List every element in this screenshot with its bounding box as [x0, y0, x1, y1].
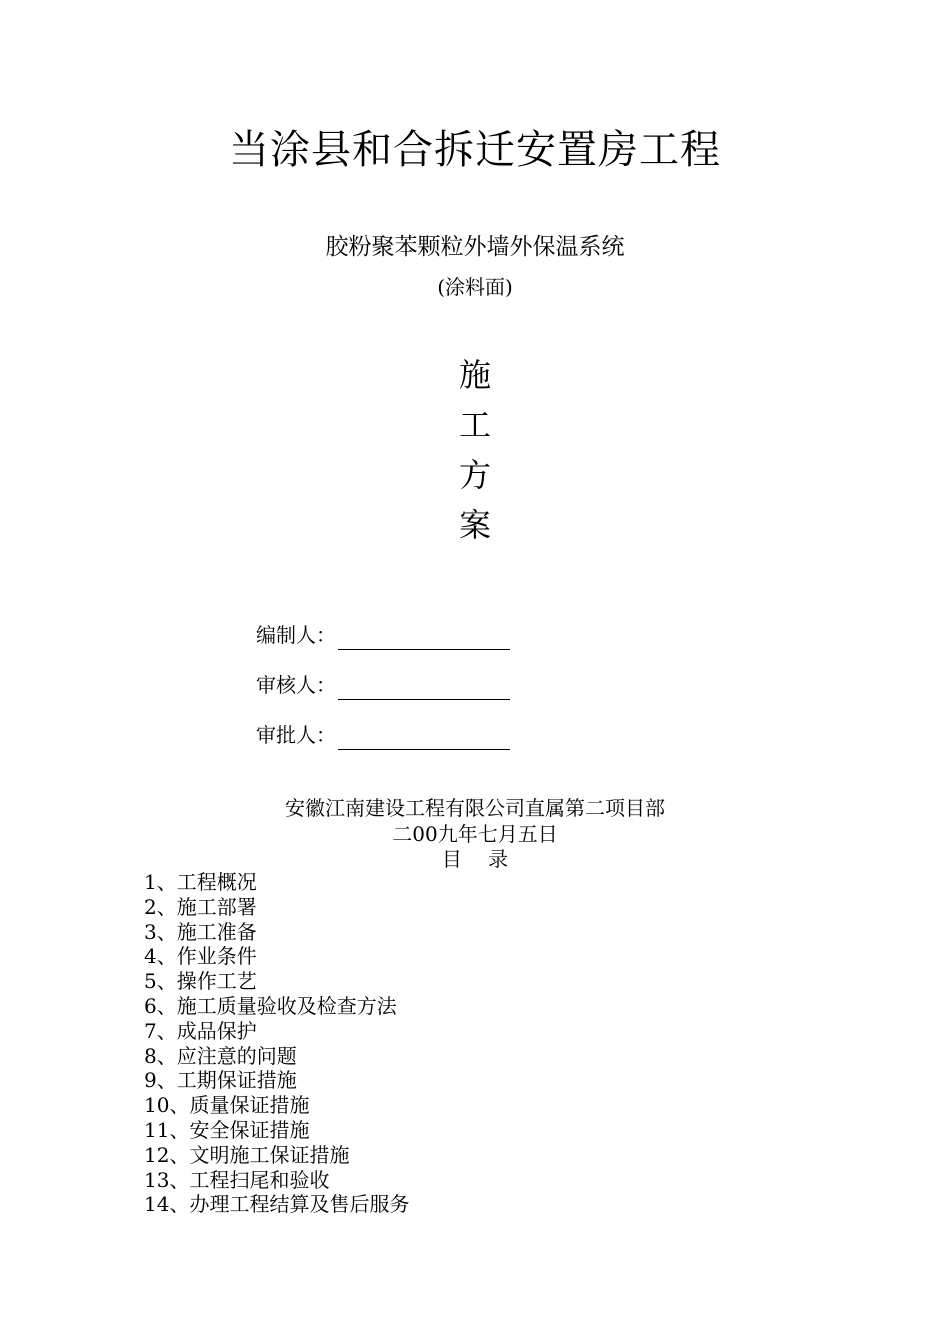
signature-line	[338, 675, 510, 700]
toc-item: 3、施工准备	[144, 919, 257, 944]
toc-item: 11、安全保证措施	[144, 1117, 310, 1142]
toc-item: 14、办理工程结算及售后服务	[144, 1192, 410, 1217]
vertical-title-char: 方	[458, 456, 491, 494]
signoff-label: 编制人：	[256, 623, 336, 647]
main-title: 当涂县和合拆迁安置房工程	[229, 127, 721, 173]
signature-line	[338, 625, 510, 650]
company-name: 安徽江南建设工程有限公司直属第二项目部	[285, 796, 665, 820]
vertical-title-char: 工	[458, 406, 491, 444]
subtitle: 胶粉聚苯颗粒外墙外保温系统	[325, 234, 625, 260]
signoff-approver	[256, 720, 510, 750]
toc-item: 8、应注意的问题	[144, 1043, 297, 1068]
subtitle-paren: (涂料面)	[437, 275, 513, 299]
signoff-label: 审核人：	[256, 673, 336, 697]
toc-item: 5、操作工艺	[144, 969, 257, 994]
toc-item: 2、施工部署	[144, 894, 257, 919]
toc-item: 7、成品保护	[144, 1018, 257, 1043]
table-of-contents	[144, 870, 409, 1217]
signoff-reviewer	[256, 670, 510, 700]
toc-item: 12、文明施工保证措施	[144, 1142, 350, 1167]
vertical-title-char: 案	[458, 506, 491, 544]
signature-line	[338, 725, 510, 750]
toc-item: 4、作业条件	[144, 944, 257, 969]
signoff-compiler	[256, 620, 510, 650]
toc-item: 10、质量保证措施	[144, 1093, 310, 1118]
vertical-title-char: 施	[458, 356, 491, 394]
vertical-title	[0, 350, 950, 550]
toc-item: 9、工期保证措施	[144, 1068, 297, 1093]
document-date: 二00九年七月五日	[392, 822, 558, 846]
toc-heading: 目 录	[441, 847, 509, 871]
signoff-label: 审批人：	[256, 723, 336, 747]
toc-item: 13、工程扫尾和验收	[144, 1167, 330, 1192]
toc-item: 1、工程概况	[144, 870, 257, 894]
toc-item: 6、施工质量验收及检查方法	[144, 993, 397, 1018]
